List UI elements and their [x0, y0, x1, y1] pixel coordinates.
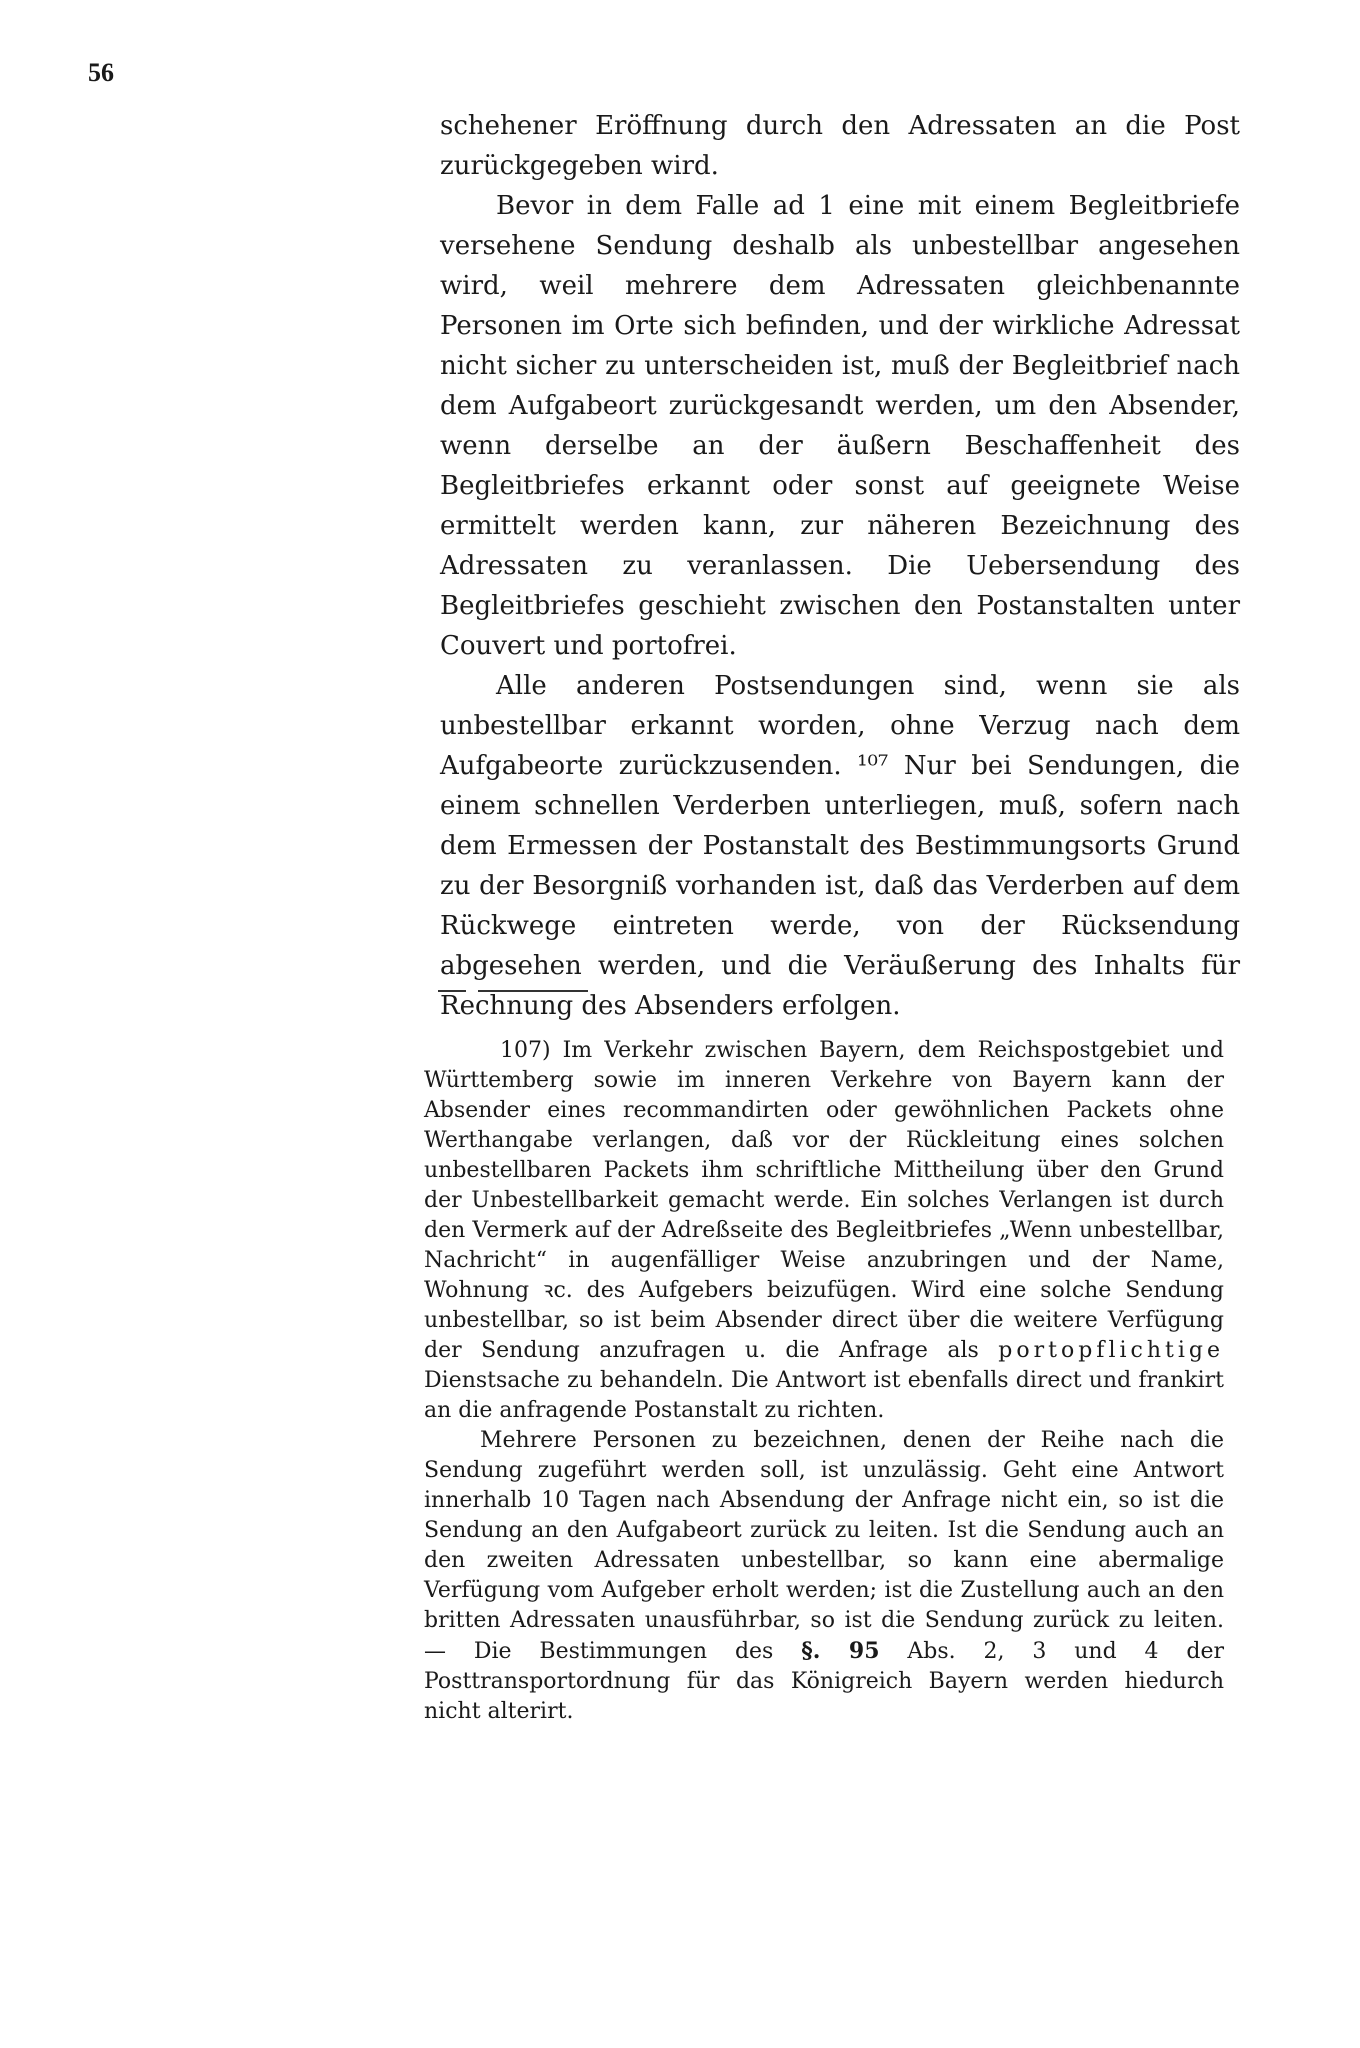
- main-text: [440, 106, 1240, 1026]
- footnote-paragraph-2: [424, 1426, 1224, 1727]
- paragraph-continuation: schehener Eröffnung durch den Adressaten an die Post zurückgegeben wird.: [440, 111, 1240, 181]
- paragraph-postsendungen: Alle anderen Postsendungen sind, wenn sie als unbestellbar erkannt worden, ohne Verzug nach dem Aufgabeorte zurückzusenden. ¹⁰⁷ Nur bei Sendungen, die einem schnellen Verderben unterliegen, muß, sofern nach dem Ermessen der Postanstalt des Bestimmungsorts Grund zu der Besorgniß vorhanden ist, daß das Verderben auf dem Rückwege eintreten werde, von der Rücksendung abgesehen werden, und die Veräußerung des Inhalts für Rechnung des Absenders erfolgen.: [440, 671, 1240, 1021]
- footnote-paragraph-1: [424, 1036, 1224, 1426]
- paragraph-begleitbrief: Bevor in dem Falle ad 1 eine mit einem Begleitbriefe versehene Sendung deshalb als unbestellbar angesehen wird, weil mehrere dem Adressaten gleichbenannte Personen im Orte sich befinden, und der wirkliche Adressat nicht sicher zu unterscheiden ist, muß der Begleitbrief nach dem Aufgabeort zurückgesandt werden, um den Absender, wenn derselbe an der äußern Beschaffenheit des Begleitbriefes erkannt oder sonst auf geeignete Weise ermittelt werden kann, zur näheren Bezeichnung des Adressaten zu veranlassen. Die Uebersendung des Begleitbriefes geschieht zwischen den Postanstalten unter Couvert und portofrei.: [440, 191, 1240, 661]
- footnote-text: Dienstsache zu behandeln. Die Antwort ist ebenfalls direct und frankirt an die anfragende Postanstalt zu richten.: [424, 1368, 1224, 1423]
- footnote-text: Mehrere Personen zu bezeichnen, denen der Reihe nach die Sendung zugeführt werden soll, ist unzulässig. Geht eine Antwort innerhalb 10 Tagen nach Absendung der Anfrage nicht ein, so ist die Sendung an den Aufgabeort zurück zu leiten. Ist die Sendung auch an den zweiten Adressaten unbestellbar, so kann eine abermalige Verfügung vom Aufgeber erholt werden; ist die Zustellung auch an den britten Adressaten unausführbar, so ist die Sendung zurück zu leiten. — Die Bestimmungen des: [424, 1428, 1224, 1664]
- footnote-107: [424, 1036, 1224, 1727]
- emphasized-term: portopflichtige: [998, 1338, 1224, 1363]
- footnote-text: Abs. 2, 3 und 4 der Posttransportordnung für das Königreich Bayern werden hiedurch nicht alterirt.: [424, 1639, 1224, 1724]
- page-number: 56: [88, 58, 114, 87]
- footnote-text: 107) Im Verkehr zwischen Bayern, dem Reichspostgebiet und Württemberg sowie im inneren Verkehre von Bayern kann der Absender eines recommandirten oder gewöhnlichen Packets ohne Werthangabe verlangen, daß vor der Rückleitung eines solchen unbestellbaren Packets ihm schriftliche Mittheilung über den Grund der Unbestellbarkeit gemacht werde. Ein solches Verlangen ist durch den Vermerk auf der Adreßseite des Begleitbriefes „Wenn unbestellbar, Nachricht“ in augenfälliger Weise anzubringen und der Name, Wohnung ꝛc. des Aufgebers beizufügen. Wird eine solche Sendung unbestellbar, so ist beim Absender direct über die weitere Verfügung der Sendung anzufragen u. die Anfrage als: [424, 1038, 1224, 1363]
- section-reference: §. 95: [801, 1638, 880, 1664]
